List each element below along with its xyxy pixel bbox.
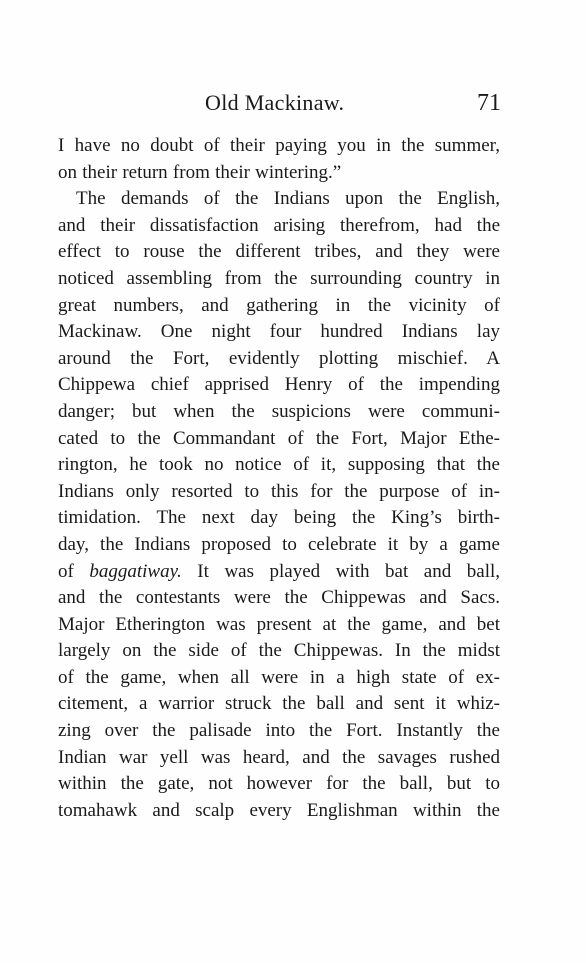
body-text — [58, 133, 500, 824]
running-title: Old Mackinaw. — [205, 90, 345, 115]
text-line: danger; but when the suspicions were communi- — [58, 400, 500, 422]
text-line: noticed assembling from the surrounding country in — [58, 267, 500, 289]
text-line: day, the Indians proposed to celebrate it by a game — [58, 533, 500, 555]
text-line: within the gate, not however for the ball, but to — [58, 773, 500, 795]
text-fragment: of — [58, 560, 90, 582]
text-line: and their dissatisfaction arising therefrom, had the — [58, 214, 500, 236]
text-line: of the game, when all were in a high state of ex- — [58, 666, 500, 688]
text-line: Chippewa chief apprised Henry of the impending — [58, 374, 500, 396]
page-number: 71 — [477, 90, 501, 116]
text-line: rington, he took no notice of it, supposing that the — [58, 454, 500, 476]
text-line: I have no doubt of their paying you in the summer, — [58, 135, 500, 156]
running-head — [0, 90, 586, 120]
text-line: citement, a warrior struck the ball and sent it whiz- — [58, 693, 500, 715]
text-line: Major Etherington was present at the game, and bet — [58, 613, 500, 635]
text-line-with-italic — [58, 559, 500, 586]
text-line: Mackinaw. One night four hundred Indians lay — [58, 321, 500, 343]
text-line: Indian war yell was heard, and the savages rushed — [58, 746, 500, 768]
italic-term: baggatiway. — [89, 560, 182, 582]
text-fragment: It was played with bat and ball, — [181, 560, 501, 582]
text-line: great numbers, and gathering in the vicinity of — [58, 294, 500, 316]
text-line: zing over the palisade into the Fort. Instantly the — [58, 720, 500, 742]
text-line: tomahawk and scalp every Englishman within the — [58, 799, 500, 821]
text-line: cated to the Commandant of the Fort, Major Ethe- — [58, 427, 500, 449]
text-line: largely on the side of the Chippewas. In the midst — [58, 640, 500, 662]
text-line: and the contestants were the Chippewas and Sacs. — [58, 587, 500, 609]
text-line: around the Fort, evidently plotting mischief. A — [58, 347, 500, 369]
text-line: effect to rouse the different tribes, and they were — [58, 241, 500, 263]
text-line: The demands of the Indians upon the English, — [76, 188, 500, 210]
text-line: Indians only resorted to this for the purpose of in- — [58, 480, 500, 502]
text-line: on their return from their wintering.” — [58, 161, 342, 183]
text-line: timidation. The next day being the King’s birth- — [58, 507, 500, 529]
